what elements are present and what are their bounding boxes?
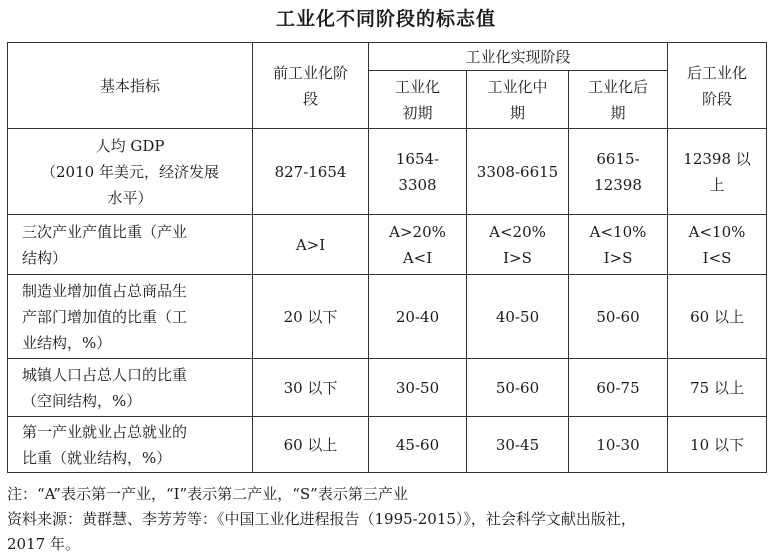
header-late: 工业化后 期 (569, 71, 668, 129)
cell-mid: 50-60 (467, 359, 569, 417)
cell-post: 75 以上 (668, 359, 767, 417)
cell-late: A<10% I>S (569, 215, 668, 275)
cell-mid: A<20% I>S (467, 215, 569, 275)
cell-post: 60 以上 (668, 275, 767, 359)
table-row (8, 417, 767, 473)
cell-pre: A>I (253, 215, 369, 275)
table-title: 工业化不同阶段的标志值 (275, 8, 496, 30)
cell-early: 45-60 (369, 417, 467, 473)
table-row (8, 215, 767, 275)
source-line-1: 资料来源：黄群慧、李芳芳等：《中国工业化进程报告（1995-2015）》，社会科学文献出版社， (7, 510, 636, 528)
cell-early: 30-50 (369, 359, 467, 417)
header-early: 工业化 初期 (369, 71, 467, 129)
cell-post: 10 以下 (668, 417, 767, 473)
cell-late: 6615- 12398 (569, 129, 668, 215)
cell-pre: 30 以下 (253, 359, 369, 417)
cell-indicator: 三次产业产值比重（产业 结构） (8, 215, 253, 275)
cell-mid: 30-45 (467, 417, 569, 473)
cell-post: 12398 以 上 (668, 129, 767, 215)
table-row (8, 129, 767, 215)
table-row (8, 359, 767, 417)
header-pre-industrial: 前工业化阶 段 (253, 43, 369, 129)
indicator-table (7, 42, 767, 473)
table-notes (7, 482, 767, 557)
source-line-2: 2017 年。 (7, 535, 80, 553)
header-indicator: 基本指标 (8, 43, 253, 129)
cell-mid: 3308-6615 (467, 129, 569, 215)
cell-early: A>20% A<I (369, 215, 467, 275)
cell-pre: 60 以上 (253, 417, 369, 473)
header-middle: 工业化中 期 (467, 71, 569, 129)
header-post-industrial: 后工业化 阶段 (668, 43, 767, 129)
cell-indicator: 制造业增加值占总商品生 产部门增加值的比重（工 业结构，%） (8, 275, 253, 359)
cell-pre: 20 以下 (253, 275, 369, 359)
cell-late: 10-30 (569, 417, 668, 473)
cell-late: 60-75 (569, 359, 668, 417)
cell-pre: 827-1654 (253, 129, 369, 215)
cell-early: 20-40 (369, 275, 467, 359)
cell-late: 50-60 (569, 275, 668, 359)
abbreviation-note: 注：“A”表示第一产业，“I”表示第二产业，“S”表示第三产业 (7, 485, 408, 503)
cell-indicator: 城镇人口占总人口的比重 （空间结构，%） (8, 359, 253, 417)
header-industrialization-realization: 工业化实现阶段 (369, 43, 668, 71)
cell-indicator: 第一产业就业占总就业的 比重（就业结构，%） (8, 417, 253, 473)
cell-early: 1654- 3308 (369, 129, 467, 215)
table-row (8, 275, 767, 359)
cell-indicator: 人均 GDP （2010 年美元，经济发展 水平） (8, 129, 253, 215)
cell-post: A<10% I<S (668, 215, 767, 275)
cell-mid: 40-50 (467, 275, 569, 359)
